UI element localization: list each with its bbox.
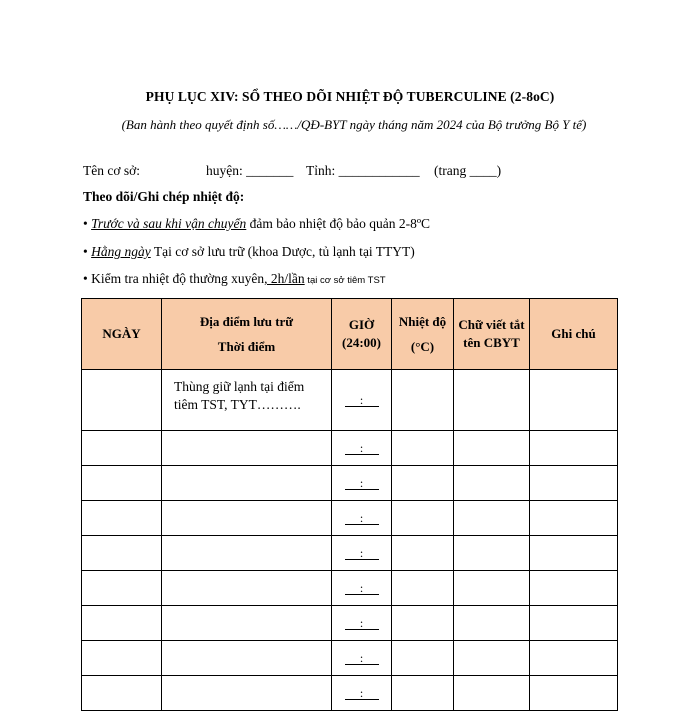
table-header-row — [82, 299, 618, 370]
header-place-line2: Thời điểm — [217, 338, 276, 354]
cell-notes[interactable] — [530, 501, 618, 536]
instruction-check-text: Kiểm tra nhiệt độ thường xuyên — [87, 271, 265, 286]
instructions-heading: Theo dõi/Ghi chép nhiệt độ: — [83, 189, 245, 204]
table-row — [82, 431, 618, 466]
cell-staff-initials[interactable] — [454, 466, 530, 501]
time-placeholder: : — [345, 652, 379, 665]
header-temperature-line2: (°C) — [410, 338, 435, 354]
time-placeholder: : — [345, 512, 379, 525]
cell-staff-initials[interactable] — [454, 606, 530, 641]
cell-place[interactable]: Thùng giữ lạnh tại điểm tiêm TST, TYT………. — [162, 370, 332, 431]
field-district: huyện: _______ — [206, 163, 294, 178]
cell-time[interactable] — [332, 370, 392, 431]
cell-place[interactable] — [162, 466, 332, 501]
time-placeholder: : — [345, 477, 379, 490]
cell-notes[interactable] — [530, 676, 618, 711]
cell-notes[interactable] — [530, 571, 618, 606]
header-time — [332, 299, 392, 370]
header-time-line1: GIỜ — [348, 317, 375, 332]
cell-notes[interactable] — [530, 370, 618, 431]
cell-time[interactable] — [332, 641, 392, 676]
temperature-log-table — [81, 298, 618, 711]
cell-temperature[interactable] — [392, 571, 454, 606]
cell-notes[interactable] — [530, 641, 618, 676]
cell-place[interactable] — [162, 641, 332, 676]
header-time-line2: (24:00) — [342, 335, 381, 350]
field-province: Tỉnh: ____________ — [306, 163, 420, 178]
cell-temperature[interactable] — [392, 370, 454, 431]
cell-staff-initials[interactable] — [454, 571, 530, 606]
header-place-line1: Địa điểm lưu trữ — [199, 313, 294, 329]
cell-place[interactable] — [162, 501, 332, 536]
field-page-number: (trang ____) — [434, 163, 502, 178]
header-staff-initials: Chữ viết tắt tên CBYT — [454, 299, 530, 370]
cell-time[interactable] — [332, 466, 392, 501]
time-placeholder: : — [345, 394, 379, 407]
cell-time[interactable] — [332, 536, 392, 571]
instruction-check-frequency: , 2h/lần — [264, 271, 305, 286]
instruction-transport-text: đảm bảo nhiệt độ bảo quản 2-8ºC — [246, 216, 431, 231]
cell-date[interactable] — [82, 431, 162, 466]
instruction-daily — [83, 244, 415, 260]
time-placeholder: : — [345, 687, 379, 700]
cell-date[interactable] — [82, 606, 162, 641]
time-placeholder: : — [345, 442, 379, 455]
cell-place[interactable] — [162, 606, 332, 641]
bullet: • — [83, 216, 88, 231]
cell-time[interactable] — [332, 676, 392, 711]
cell-temperature[interactable] — [392, 606, 454, 641]
cell-staff-initials[interactable] — [454, 536, 530, 571]
cell-notes[interactable] — [530, 606, 618, 641]
cell-staff-initials[interactable] — [454, 431, 530, 466]
table-row — [82, 466, 618, 501]
cell-temperature[interactable] — [392, 431, 454, 466]
instruction-transport-emphasis: Trước và sau khi vận chuyển — [91, 216, 247, 231]
cell-time[interactable] — [332, 571, 392, 606]
cell-temperature[interactable] — [392, 536, 454, 571]
cell-place[interactable] — [162, 676, 332, 711]
instruction-daily-emphasis: Hằng ngày — [91, 244, 151, 259]
cell-notes[interactable] — [530, 431, 618, 466]
cell-temperature[interactable] — [392, 466, 454, 501]
cell-time[interactable] — [332, 606, 392, 641]
cell-date[interactable] — [82, 536, 162, 571]
header-temperature — [392, 299, 454, 370]
page-title: PHỤ LỤC XIV: SỔ THEO DÕI NHIỆT ĐỘ TUBERCULINE (2-8oC) — [145, 89, 555, 104]
time-placeholder: : — [345, 617, 379, 630]
cell-temperature[interactable] — [392, 676, 454, 711]
table-row — [82, 536, 618, 571]
time-placeholder: : — [345, 547, 379, 560]
cell-time[interactable] — [332, 501, 392, 536]
cell-temperature[interactable] — [392, 641, 454, 676]
cell-temperature[interactable] — [392, 501, 454, 536]
instruction-frequent-check — [83, 271, 386, 287]
table-row — [82, 641, 618, 676]
cell-time[interactable] — [332, 431, 392, 466]
instruction-daily-text: Tại cơ sở lưu trữ (khoa Dược, tủ lạnh tại TTYT) — [150, 244, 415, 259]
bullet: • — [83, 244, 88, 259]
header-notes: Ghi chú — [530, 299, 618, 370]
instruction-transport — [83, 216, 430, 232]
page-subtitle: (Ban hành theo quyết định số……/QĐ-BYT ngày tháng năm 2024 của Bộ trưởng Bộ Y tế) — [121, 117, 587, 132]
header-temperature-line1: Nhiệt độ — [398, 313, 447, 329]
instruction-check-location: tại cơ sở tiêm TST — [304, 275, 386, 286]
table-row — [82, 370, 618, 431]
table-row — [82, 606, 618, 641]
table-row — [82, 676, 618, 711]
table-row — [82, 501, 618, 536]
header-place — [162, 299, 332, 370]
cell-place[interactable] — [162, 431, 332, 466]
cell-date[interactable] — [82, 466, 162, 501]
cell-notes[interactable] — [530, 466, 618, 501]
cell-date[interactable] — [82, 501, 162, 536]
cell-notes[interactable] — [530, 536, 618, 571]
bullet: • — [83, 271, 88, 286]
cell-place[interactable] — [162, 571, 332, 606]
cell-date[interactable] — [82, 641, 162, 676]
cell-date[interactable] — [82, 571, 162, 606]
cell-place[interactable] — [162, 536, 332, 571]
cell-date[interactable] — [82, 370, 162, 431]
time-placeholder: : — [345, 582, 379, 595]
field-facility-name: Tên cơ sở: — [83, 163, 141, 178]
cell-date[interactable] — [82, 676, 162, 711]
cell-staff-initials[interactable] — [454, 676, 530, 711]
cell-staff-initials[interactable] — [454, 641, 530, 676]
header-date: NGÀY — [82, 299, 162, 370]
cell-staff-initials[interactable] — [454, 370, 530, 431]
table-row — [82, 571, 618, 606]
cell-staff-initials[interactable] — [454, 501, 530, 536]
table-body — [82, 370, 618, 711]
